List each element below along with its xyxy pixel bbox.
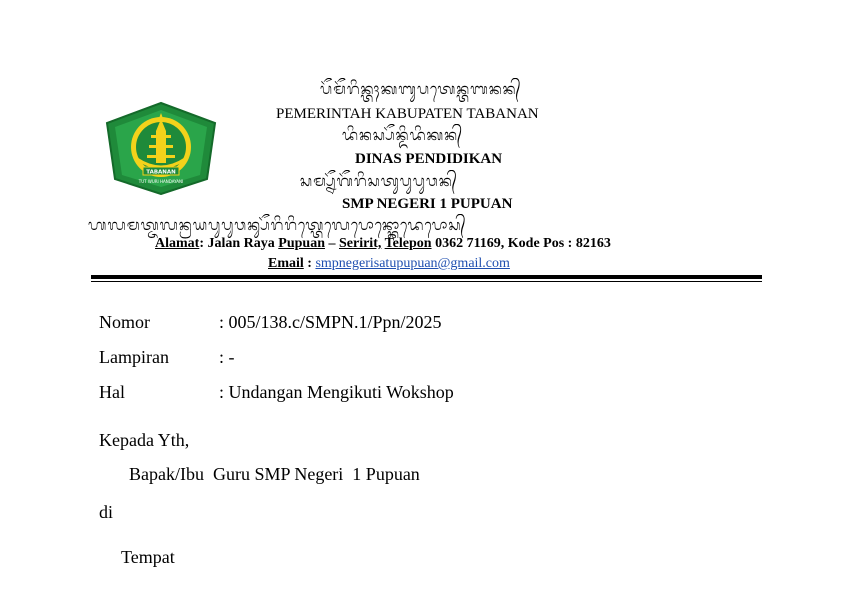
school-name: SMP NEGERI 1 PUPUAN [342,196,513,212]
recipient-name: Bapak/Ibu Guru SMP Negeri 1 Pupuan [129,464,420,484]
department-name: DINAS PENDIDIKAN [355,151,503,167]
recipient-di: di [99,502,114,522]
school-address: Alamat: Jalan Raya Pupuan – Seririt, Telepon 0362 71169, Kode Pos : 82163 [155,236,611,251]
email-label: Email [268,256,304,271]
lampiran-label: Lampiran [99,347,169,367]
address-label: Alamat [155,236,200,251]
balinese-script-line-1: ᬧᭂᬫᭂᬭᬶᬦ᭄ᬢᬄᬓᬩᬸᬧᬢᬾᬦ᭄ᬢᬩᬦᬦ᭄ [320,80,522,98]
school-emblem-logo [103,101,220,195]
nomor-value: : 005/138.c/SMPN.1/Ppn/2025 [219,312,442,332]
logo-text-bottom: TUT WURI HANDAYANI [138,179,184,184]
recipient-place: Tempat [121,547,175,567]
lampiran-value: : - [219,347,235,367]
balinese-script-line-2: ᬤᬶᬦᬲ᭄ᬧᭂᬦ᭄ᬤᬶᬤᬶᬓᬦ᭄ [342,126,464,144]
school-email: Email : smpnegerisatupupuan@gmail.com [268,256,510,271]
letterhead-divider-thin [91,281,762,282]
balinese-script-line-3: ᬲᬫ᭄ᬧ᭄ᬦᭂᬕᭂᬭᬶᬲᬢᬸᬧᬸᬧᬸᬯᬦ᭄ [300,172,458,190]
government-name: PEMERINTAH KABUPATEN TABANAN [276,106,539,122]
recipient-greeting: Kepada Yth, [99,430,190,450]
letterhead-divider-thick [91,275,762,279]
hal-value: : Undangan Mengikuti Wokshop [219,382,454,402]
hal-label: Hal [99,382,125,402]
balinese-script-line-4: ᬳᬮᬫᬢ᭄ᬚᬮᬦ᭄ᬭᬬᬧᬸᬧᬸᬯᬦ᭄ᬲᭂᬭᬶᬭᬶᬢ᭄ᬢᬾᬮᬾᬧᭀᬦ᭄ᬓᭀᬤᬾᬧᭀᬲ᭄ [88,216,467,234]
nomor-label: Nomor [99,312,150,332]
logo-text-top: TABANAN [146,169,176,176]
email-link[interactable]: smpnegerisatupupuan@gmail.com [315,256,510,271]
